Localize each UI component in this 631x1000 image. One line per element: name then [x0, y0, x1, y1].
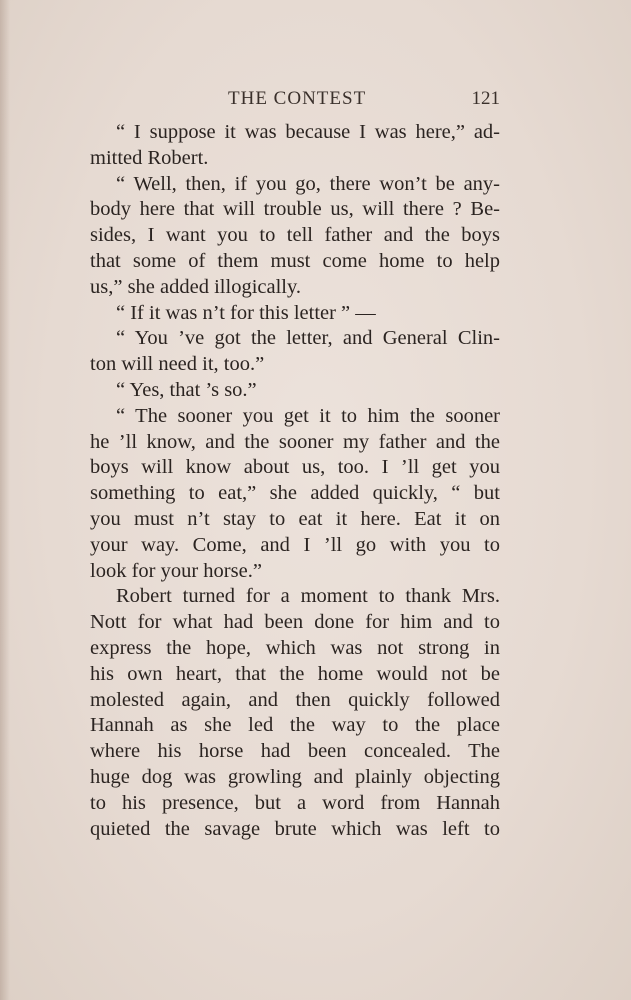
text-line: quieted the savage brute which was left to — [90, 817, 500, 840]
text-line: that some of them must come home to help — [90, 249, 500, 272]
page-header — [90, 88, 500, 114]
text-line: “ Yes, that ’s so.” — [116, 378, 257, 401]
text-line: “ The sooner you get it to him the sooner — [116, 404, 500, 427]
text-line: your way. Come, and I ’ll go with you to — [90, 533, 500, 556]
text-line: where his horse had been concealed. The — [90, 740, 500, 763]
text-line: “ Well, then, if you go, there won’t be any- — [116, 172, 500, 195]
page-number: 121 — [471, 88, 500, 109]
text-line: molested again, and then quickly followed — [90, 688, 500, 711]
body-text — [90, 120, 500, 842]
text-line: Robert turned for a moment to thank Mrs. — [116, 585, 500, 608]
text-line: ton will need it, too.” — [90, 353, 265, 376]
text-line: look for your horse.” — [90, 559, 262, 582]
page-gutter-shadow — [0, 0, 10, 1000]
text-line: boys will know about us, too. I ’ll get you — [90, 456, 500, 479]
text-line: something to eat,” she added quickly, “ but — [90, 482, 500, 505]
running-head: THE CONTEST — [228, 88, 367, 109]
text-line: mitted Robert. — [90, 146, 209, 169]
text-line: to his presence, but a word from Hannah — [90, 791, 500, 814]
text-line: huge dog was growling and plainly objecting — [90, 765, 500, 788]
text-line: “ You ’ve got the letter, and General Clin- — [116, 327, 500, 350]
text-line: Nott for what had been done for him and to — [90, 611, 500, 634]
text-line: his own heart, that the home would not be — [90, 662, 500, 685]
text-line: sides, I want you to tell father and the boys — [90, 224, 500, 247]
text-line: “ If it was n’t for this letter ” — — [116, 301, 376, 324]
text-line: body here that will trouble us, will there ? Be- — [90, 198, 500, 221]
text-line: express the hope, which was not strong in — [90, 636, 500, 659]
text-line: you must n’t stay to eat it here. Eat it on — [90, 507, 500, 530]
text-line: “ I suppose it was because I was here,” ad- — [116, 121, 500, 143]
text-line: he ’ll know, and the sooner my father and the — [90, 430, 500, 453]
text-line: us,” she added illogically. — [90, 275, 302, 298]
text-line: Hannah as she led the way to the place — [90, 714, 500, 737]
